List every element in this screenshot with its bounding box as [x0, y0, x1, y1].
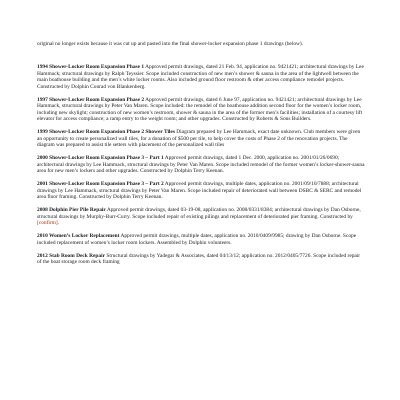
entry-heading: 2008 Dolphin Pier Pile Repair [37, 207, 106, 213]
entry-2000-phase-3-part-1 [37, 155, 365, 175]
entry-body: Approved permit drawings, dated 1 Dec. 2000, application no. 2001/01/26/0690; architectural drawings by Lee Hammack, structural drawings by Peter Van Maren. Scope included remodel of the former women’s locker-shower-sauna area for new men’s lockers and other upgrades. Constructed by Dolphin Terry Keenan. [37, 155, 365, 174]
entry-body: Approved permit drawings, dated 6 June 97, application no. 9421421; architectural drawings by Lee Hammack, structural drawings by Peter Van Maren. Scope included: the remodel of the boathouse addition second floor for the women’s locker room, including new skylight; construction of new women’s restroom, shower & sauna in the area of the former men’s facilities; installation of a courtesy lift elevator for access compliance; a ramp entry to the weight room; and other upgrades. Constructed by Roberts & Sons Builders. [37, 96, 363, 122]
entry-body: Approved permit drawings, dated 03-19-08, application no. 2008/0331/8384; architectural drawings by Dan Osborne, structural drawings by Murphy-Burr-Curry. Scope included repair of existing pilings and replacement of deteriorated pier framing. Constructed by [37, 207, 361, 220]
entry-2001-phase-3-part-2 [37, 181, 365, 201]
intro-paragraph: original no longer exists because it was cut up and pasted into the final shower-locker expansion phase 1 drawings (below). [37, 40, 304, 47]
entry-1997-phase-2 [37, 97, 365, 123]
entry-tail: . [57, 220, 60, 226]
entry-body: Approved permit drawings, dated 21 Feb. 94, application no. 9421421; architectural drawings by Lee Hammack; structural drawings by Ralph Teyssier. Scope included construction of new men’s shower & sauna in the area of the lightwell between the main boathouse building and the men’s white locker rooms. Also included ground floor restroom & other access compliance remodel projects. Constructed by Dolphin Conrad von Blankenberg. [37, 64, 364, 90]
document-body [37, 41, 365, 273]
entry-body: Diagram prepared by Lee Hammack, exact date unknown. Club members were given an opportunity to create personalized wall tiles, for a donation of $500 per tile, to help cover the costs of Phase 2 of the renovation projects. The diagram was prepared to assist tile setters with placement of the personalized wall tiles [37, 129, 361, 148]
entry-2008-pier-pile-repair [37, 207, 365, 227]
entry-heading: 2010 Women’s Locker Replacement [37, 233, 120, 239]
entry-body: Structural drawings by Yadegar & Associates, dated 04/13/12; application no. 2012/0405/7726. Scope included repair of the boat storage room deck framing [37, 252, 361, 265]
entry-1994-phase-1 [37, 64, 365, 90]
entry-2010-womens-lockers [37, 233, 365, 246]
entry-heading: 1997 Shower-Locker Room Expansion Phase 2 [37, 96, 145, 103]
entry-1999-shower-tiles [37, 129, 365, 149]
entry-body: Approved permit drawings, multiple dates, application no. 2001/09/10/7888; architectural drawings by Lee Hammack, structural drawings by Peter Van Maren. Scope included repair of deteriorated wall between DSBC & SERC and remodel area floor framing. Constructed by Dolphin Terry Keenan. [37, 181, 362, 200]
entry-heading: 2012 Stab Room Deck Repair [37, 252, 105, 259]
entry-heading: 1999 Shower-Locker Room Expansion Phase 2 Shower Tiles [37, 129, 175, 135]
entry-heading: 1994 Shower-Locker Room Expansion Phase 1 [37, 64, 145, 70]
entry-2012-stab-room-deck [37, 253, 365, 266]
entry-body: Approved permit drawings, multiple dates, application no. 2010/0409/9985; drawing by Dan Osborne. Scope included replacement of women’s locker room lockers. Assembled by Dolphin volunteers. [37, 233, 357, 246]
entry-heading: 2001 Shower-Locker Room Expansion Phase 3 – Part 2 [37, 181, 164, 187]
confirm-note: [confirm] [37, 220, 58, 226]
entry-heading: 2000 Shower-Locker Room Expansion Phase 3 – Part 1 [37, 155, 164, 161]
